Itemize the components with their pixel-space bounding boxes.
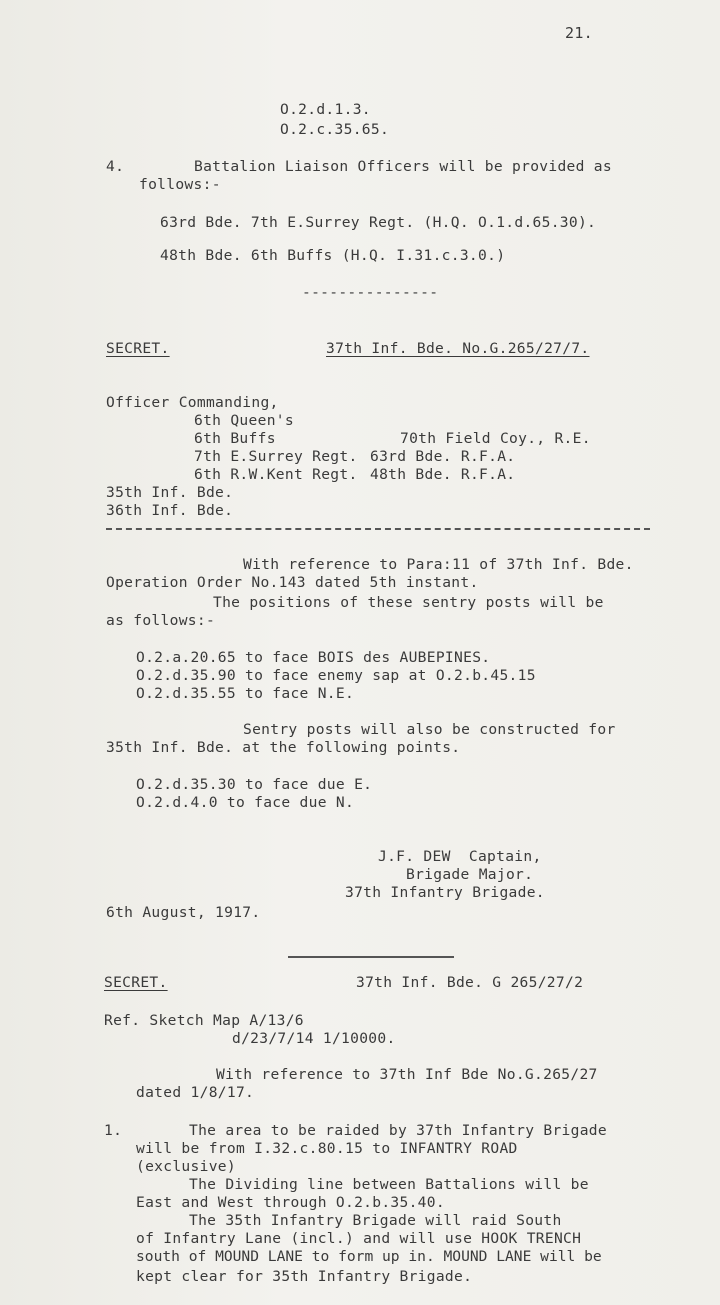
divider-line: [288, 956, 454, 958]
map-reference: Ref. Sketch Map A/13/6: [104, 1012, 304, 1029]
liaison-item: 48th Bde. 6th Buffs (H.Q. I.31.c.3.0.): [160, 247, 506, 264]
addressee: 36th Inf. Bde.: [106, 502, 234, 519]
addressee: 6th R.W.Kent Regt.: [194, 466, 358, 483]
secret-heading: SECRET.: [104, 974, 168, 991]
body-text: (exclusive): [136, 1158, 236, 1175]
signature-line: J.F. DEW Captain,: [378, 848, 542, 865]
para-number: 4.: [106, 158, 125, 175]
addressee: 35th Inf. Bde.: [106, 484, 234, 501]
body-text: will be from I.32.c.80.15 to INFANTRY ROAD: [136, 1140, 518, 1157]
addressee: 6th Queen's: [194, 412, 294, 429]
body-text: south of MOUND LANE to form up in. MOUND LANE will be: [136, 1248, 602, 1265]
sentry-post: O.2.a.20.65 to face BOIS des AUBEPINES.: [136, 649, 491, 666]
sentry-post: O.2.d.35.90 to face enemy sap at O.2.b.45.15: [136, 667, 536, 684]
divider-line: [106, 528, 650, 530]
body-text: as follows:-: [106, 612, 216, 629]
addressee: 6th Buffs: [194, 430, 276, 447]
para-number: 1.: [104, 1122, 123, 1139]
addressee: 70th Field Coy., R.E.: [400, 430, 591, 447]
body-text: of Infantry Lane (incl.) and will use HOOK TRENCH: [136, 1230, 582, 1247]
body-text: The 35th Infantry Brigade will raid South: [189, 1212, 562, 1229]
sentry-post: O.2.d.35.30 to face due E.: [136, 776, 373, 793]
signature-line: 37th Infantry Brigade.: [345, 884, 545, 901]
body-text: East and West through O.2.b.35.40.: [136, 1194, 445, 1211]
addressee: 48th Bde. R.F.A.: [370, 466, 516, 483]
body-text: kept clear for 35th Infantry Brigade.: [136, 1268, 473, 1285]
memo-reference: 37th Inf. Bde. No.G.265/27/7.: [326, 340, 590, 357]
para-text: Battalion Liaison Officers will be provided as: [194, 158, 612, 175]
grid-ref: O.2.d.1.3.: [280, 101, 371, 118]
map-reference: d/23/7/14 1/10000.: [232, 1030, 396, 1047]
body-text: The positions of these sentry posts will be: [213, 594, 604, 611]
body-text: With reference to Para:11 of 37th Inf. Bde.: [243, 556, 634, 573]
addressee: 7th E.Surrey Regt.: [194, 448, 358, 465]
body-text: dated 1/8/17.: [136, 1084, 255, 1101]
grid-ref: O.2.c.35.65.: [280, 121, 390, 138]
signature-line: Brigade Major.: [406, 866, 534, 883]
addressee: 63rd Bde. R.F.A.: [370, 448, 516, 465]
para-text: follows:-: [139, 176, 221, 193]
body-text: Operation Order No.143 dated 5th instant.: [106, 574, 479, 591]
liaison-item: 63rd Bde. 7th E.Surrey Regt. (H.Q. O.1.d.65.30).: [160, 214, 597, 231]
addressee: Officer Commanding,: [106, 394, 279, 411]
memo-date: 6th August, 1917.: [106, 904, 261, 921]
sentry-post: O.2.d.35.55 to face N.E.: [136, 685, 355, 702]
memo-reference: 37th Inf. Bde. G 265/27/2: [356, 974, 584, 991]
body-text: The area to be raided by 37th Infantry Brigade: [189, 1122, 607, 1139]
body-text: Sentry posts will also be constructed for: [243, 721, 616, 738]
secret-heading: SECRET.: [106, 340, 170, 357]
body-text: With reference to 37th Inf Bde No.G.265/27: [216, 1066, 598, 1083]
body-text: 35th Inf. Bde. at the following points.: [106, 739, 461, 756]
separator: ---------------: [302, 284, 439, 301]
sentry-post: O.2.d.4.0 to face due N.: [136, 794, 355, 811]
body-text: The Dividing line between Battalions will be: [189, 1176, 589, 1193]
page-number: 21.: [565, 24, 593, 42]
